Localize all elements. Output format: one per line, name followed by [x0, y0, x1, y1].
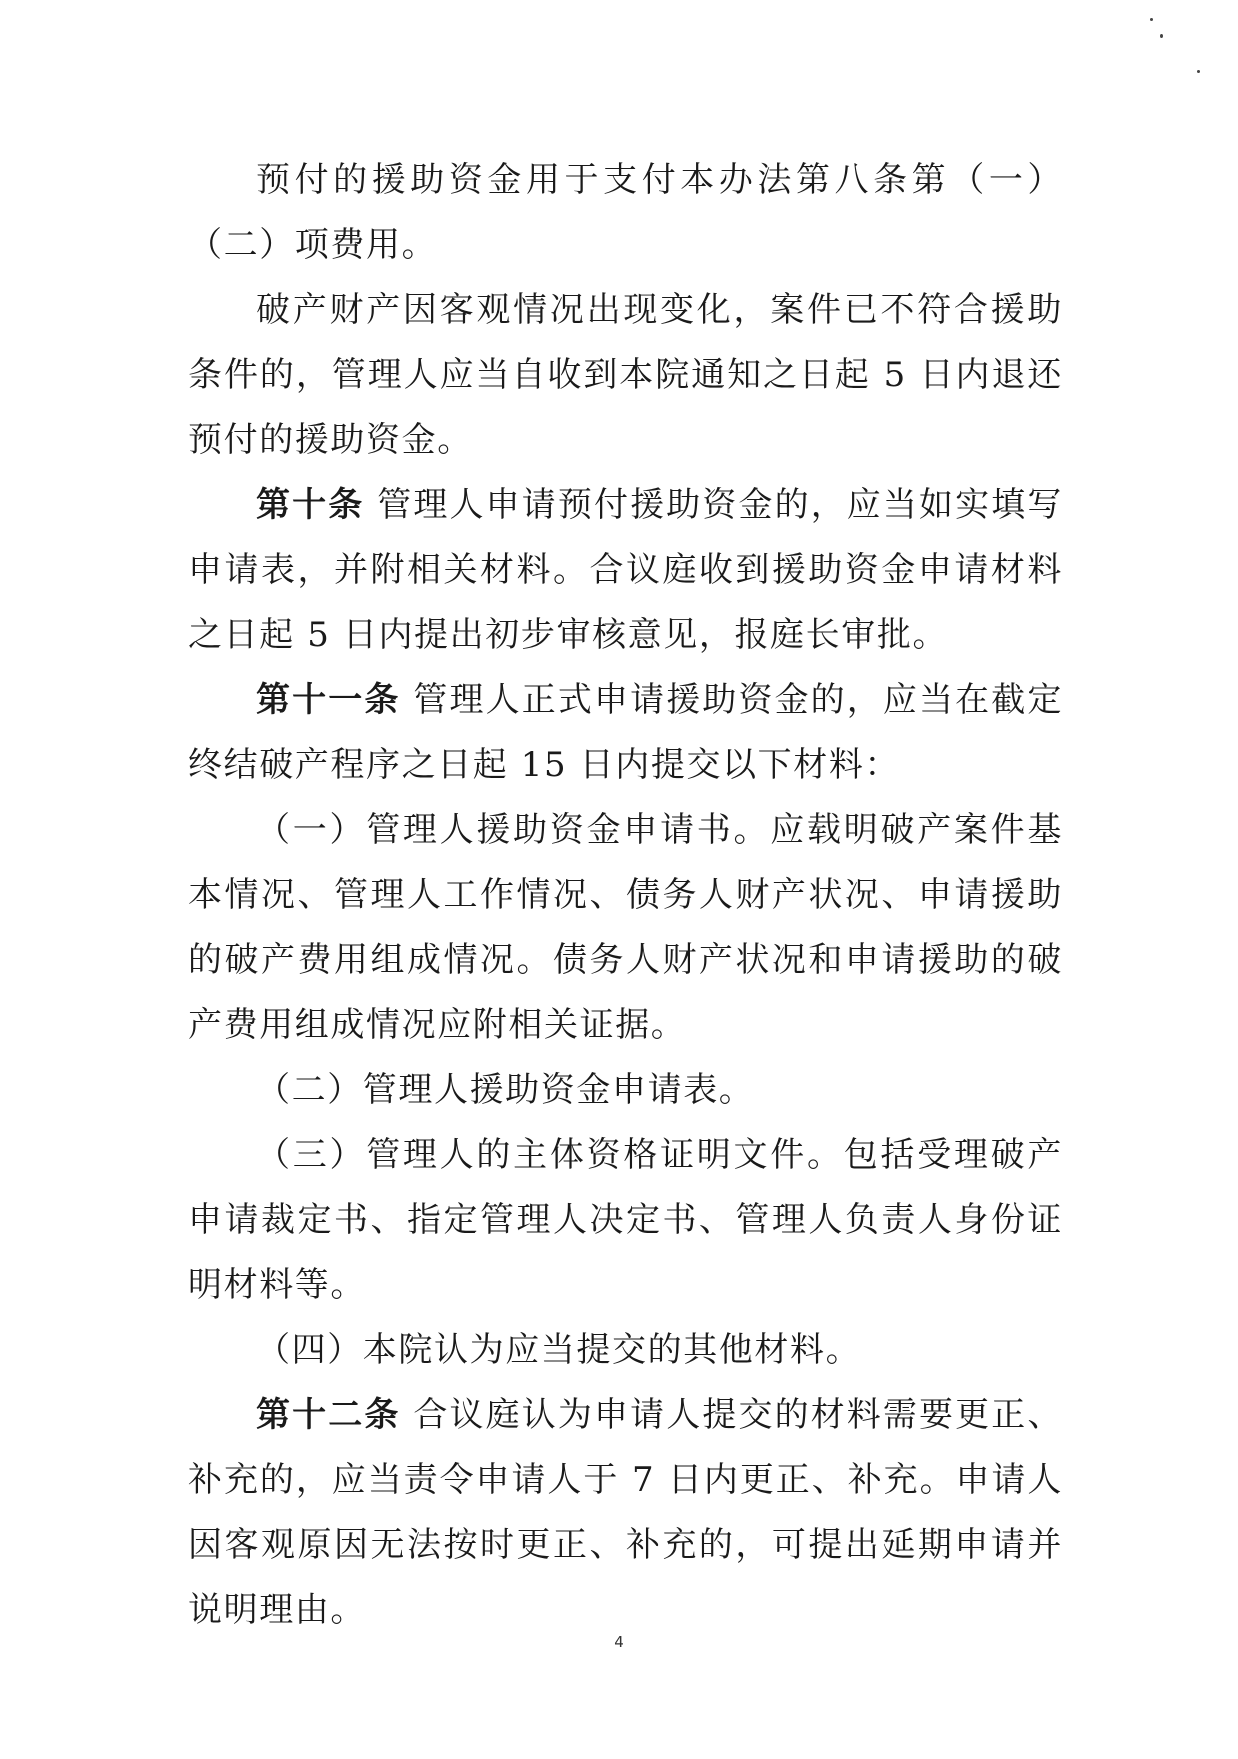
article-11: [188, 668, 1063, 798]
paragraph-text: 破产财产因客观情况出现变化，案件已不符合援助条件的，管理人应当自收到本院通知之日起 5 日内退还预付的援助资金。: [188, 290, 1063, 460]
scan-speck: [1150, 18, 1153, 21]
list-item-text: （二）管理人援助资金申请表。: [256, 1070, 755, 1110]
page-number: 4: [614, 1633, 624, 1651]
article-12-heading: 第十二条: [256, 1395, 401, 1435]
scan-speck: [1197, 70, 1200, 73]
paragraph-1: [188, 148, 1063, 278]
list-item-2: [188, 1058, 1063, 1123]
scan-speck: [1160, 34, 1163, 38]
list-item-3: [188, 1123, 1063, 1318]
paragraph-text: 预付的援助资金用于支付本办法第八条第（一）（二）项费用。: [188, 160, 1063, 265]
article-11-heading: 第十一条: [256, 680, 401, 720]
article-10-text: 管理人申请预付援助资金的，应当如实填写申请表，并附相关材料。合议庭收到援助资金申请材料之日起 5 日内提出初步审核意见，报庭长审批。: [188, 485, 1063, 655]
article-11-text: 管理人正式申请援助资金的，应当在截定终结破产程序之日起 15 日内提交以下材料：: [188, 680, 1063, 785]
article-12: [188, 1383, 1063, 1643]
list-item-1: [188, 798, 1063, 1058]
list-item-text: （一）管理人援助资金申请书。应载明破产案件基本情况、管理人工作情况、债务人财产状况、申请援助的破产费用组成情况。债务人财产状况和申请援助的破产费用组成情况应附相关证据。: [188, 810, 1063, 1045]
document-body: [188, 148, 1063, 1643]
paragraph-2: [188, 278, 1063, 473]
list-item-text: （三）管理人的主体资格证明文件。包括受理破产申请裁定书、指定管理人决定书、管理人负责人身份证明材料等。: [188, 1135, 1063, 1305]
article-10: [188, 473, 1063, 668]
article-10-heading: 第十条: [256, 485, 365, 525]
article-12-text: 合议庭认为申请人提交的材料需要更正、补充的，应当责令申请人于 7 日内更正、补充。申请人因客观原因无法按时更正、补充的，可提出延期申请并说明理由。: [188, 1395, 1063, 1630]
list-item-text: （四）本院认为应当提交的其他材料。: [256, 1330, 862, 1370]
list-item-4: [188, 1318, 1063, 1383]
